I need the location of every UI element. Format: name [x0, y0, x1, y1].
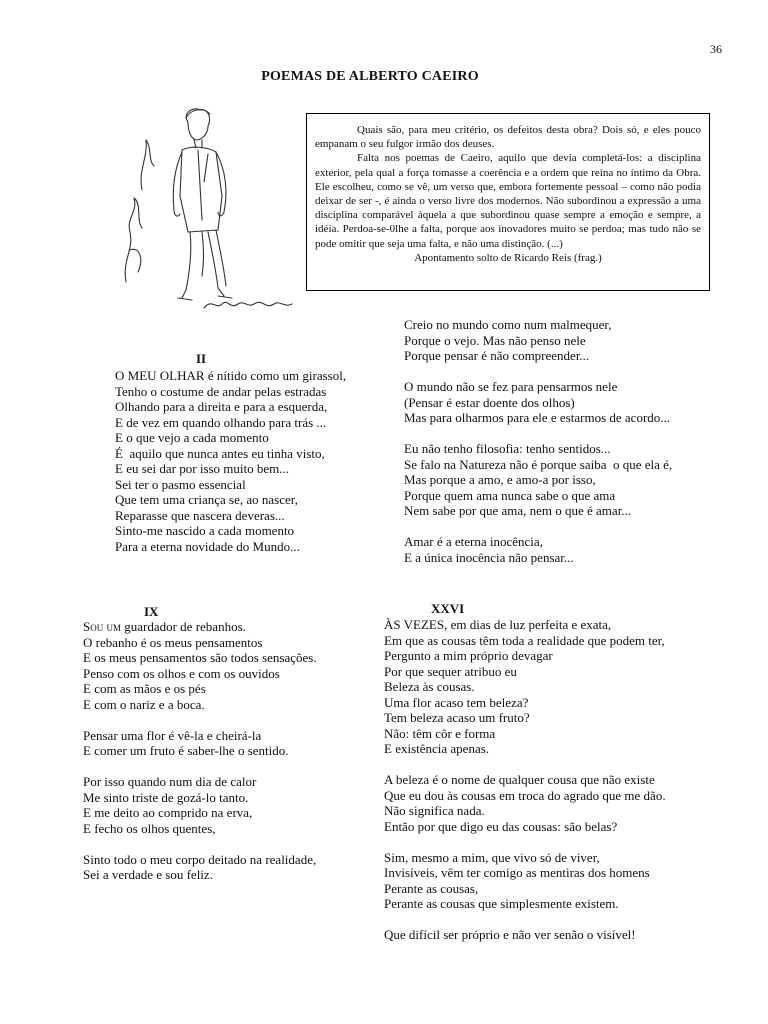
- poem-xxvi-line: E existência apenas.: [384, 741, 490, 756]
- poem-xxvi-line: Não significa nada.: [384, 803, 485, 818]
- poem-ii-lines: [115, 384, 346, 555]
- poem-xxvi-heading: XXVI: [431, 601, 465, 616]
- poem-xxvi-line: Perante as cousas que simplesmente existem.: [384, 896, 619, 911]
- stanza-break: [384, 912, 666, 928]
- poem-xxvi-line: Uma flor acaso tem beleza?: [384, 694, 529, 710]
- poem-ix-line: E com as mãos e os pés: [83, 681, 206, 696]
- poem-xxvi-line: ÀS VEZES, em dias de luz perfeita e exata,: [384, 617, 612, 632]
- poem-ii-cont-line: Mas para olharmos para ele e estarmos de acordo...: [404, 410, 671, 425]
- poem-ii-cont-stanza: [404, 441, 672, 519]
- poem-xxvi-line: Beleza às cousas.: [384, 679, 475, 694]
- poem-ii-line: E de vez em quando olhando para trás ...: [115, 414, 327, 430]
- poem-ii-continuation: [404, 317, 672, 565]
- stanza-break: [384, 834, 666, 850]
- stanza-break: [384, 757, 666, 773]
- poem-ii-line: Olhando para a direita e para a esquerda,: [115, 399, 328, 414]
- poem-xxvi-line: Pergunto a mim próprio devagar: [384, 648, 553, 663]
- stanza-break: [83, 712, 317, 728]
- stanza-break: [83, 836, 317, 852]
- poem-xxvi-line: Não: têm côr e forma: [384, 725, 496, 741]
- poem-ix-line: E com o nariz e a boca.: [83, 696, 205, 712]
- poem-ii-cont-stanza: [404, 534, 672, 565]
- poem-ix-line: Me sinto triste de gozá-lo tanto.: [83, 789, 249, 805]
- poem-ix-line: Por isso quando num dia de calor: [83, 774, 257, 789]
- quote-paragraph-2: Falta nos poemas de Caeiro, aquilo que devia completá-los: a disciplina exterior, pela qual a força tomasse a coerência e a ordem que reina no íntimo da Obra. Ele escolheu, como se vê, um verso que, embora fortemente pessoal – como não podia deixar de ser -, é ainda o verso livre dos modernos. Não subordinou a expressão a uma disciplina comparável àquela a que subordinou quase sempre a emoção e sempre, a idéia. Perdoa-se-0lhe a falta, porque aos inovadores muito se perdoa; mas tudo não se pode omitir que seja uma falta, e não uma distinção. (...): [315, 152, 701, 250]
- poem-ii-cont-stanza: [404, 379, 672, 426]
- poem-xxvi-stanza: [384, 617, 666, 757]
- poem-ii-line: Para a eterna novidade do Mundo...: [115, 538, 300, 554]
- poem-ii-line: Que tem uma criança se, ao nascer,: [115, 492, 298, 507]
- quote-source: Apontamento solto de Ricardo Reis (frag.): [414, 251, 602, 264]
- poem-xxvi-line: Que difícil ser próprio e não ver senão o visível!: [384, 927, 636, 942]
- poem-ix-line: O rebanho é os meus pensamentos: [83, 634, 263, 650]
- caeiro-sketch: [112, 100, 304, 320]
- poem-ii-cont-line: E a única inocência não pensar...: [404, 549, 574, 565]
- poem-ii-first-rest: é nítido como um girassol,: [204, 368, 347, 383]
- poem-xxvi-line: Que eu dou às cousas em troca do agrado que me dão.: [384, 787, 666, 803]
- poem-ix: [83, 619, 317, 883]
- poem-ii: [115, 368, 346, 554]
- poem-ii-first-words: O MEU OLHAR: [115, 368, 205, 383]
- poem-ii-line: Sinto-me nascido a cada momento: [115, 523, 295, 538]
- poem-xxvi-stanza: [384, 850, 666, 912]
- poem-xxvi-line: Em que as cousas têm toda a realidade que podem ter,: [384, 632, 665, 648]
- poem-ii-line: Tenho o costume de andar pelas estradas: [115, 383, 327, 399]
- poem-ii-cont-line: Creio no mundo como num malmequer,: [404, 317, 612, 332]
- poem-ii-cont-line: Se falo na Natureza não é porque saiba o que ela é,: [404, 456, 673, 472]
- poem-ix-line: Sei a verdade e sou feliz.: [83, 867, 213, 882]
- poem-xxvi-line: Invisíveis, vêm ter comigo as mentiras dos homens: [384, 865, 650, 880]
- poem-ix-line: E os meus pensamentos são todos sensações.: [83, 650, 317, 665]
- poem-ii-line: E eu sei dar por isso muito bem...: [115, 461, 290, 476]
- poem-ix-stanza: [83, 774, 317, 836]
- page-number: 36: [710, 42, 722, 56]
- poem-ii-cont-line: Nem sabe por que ama, nem o que é amar...: [404, 503, 632, 518]
- ricardo-reis-quote-box: [306, 113, 710, 291]
- poem-ii-line: E o que vejo a cada momento: [115, 430, 269, 445]
- poem-ix-line: Penso com os olhos e com os ouvidos: [83, 665, 280, 681]
- poem-xxvi: [384, 617, 666, 943]
- poem-ix-stanza: [83, 852, 317, 883]
- poem-xxvi-stanza: [384, 772, 666, 834]
- poem-ii-cont-line: Mas porque a amo, e amo-a por isso,: [404, 472, 596, 487]
- stanza-break: [404, 519, 672, 535]
- poem-ix-line: E me deito ao comprido na erva,: [83, 805, 253, 820]
- poem-ix-first-line: [83, 619, 317, 635]
- poem-xxvi-line: Sim, mesmo a mim, que vivo só de viver,: [384, 849, 600, 865]
- poem-ix-first-rest: guardador de rebanhos.: [120, 619, 246, 634]
- poem-ix-line: E fecho os olhos quentes,: [83, 820, 216, 836]
- poem-ii-line: É aquilo que nunca antes eu tinha visto,: [115, 445, 325, 461]
- poem-ix-stanza: [83, 728, 317, 759]
- stanza-break: [83, 759, 317, 775]
- poem-ii-line: Reparasse que nascera deveras...: [115, 507, 285, 523]
- poem-ix-stanza: [83, 635, 317, 713]
- poem-ii-cont-line: (Pensar é estar doente dos olhos): [404, 394, 575, 410]
- poem-ii-cont-line: Porque quem ama nunca sabe o que ama: [404, 487, 616, 503]
- poem-xxvi-stanza: [384, 927, 666, 943]
- poem-ii-cont-line: Porque o vejo. Mas não penso nele: [404, 332, 586, 348]
- quote-paragraph-1: Quais são, para meu critério, os defeitos desta obra? Dois só, e eles pouco empanam o seu fulgor irmão dos deuses.: [315, 124, 701, 151]
- poem-ii-cont-stanza: [404, 317, 672, 364]
- poem-xxvi-line: Então por que digo eu das cousas: são belas?: [384, 818, 618, 834]
- page-title: POEMAS DE ALBERTO CAEIRO: [261, 69, 479, 84]
- poem-ii-cont-line: Porque pensar é não compreender...: [404, 348, 590, 363]
- poem-xxvi-line: A beleza é o nome de qualquer cousa que não existe: [384, 772, 655, 787]
- poem-xxvi-line: Perante as cousas,: [384, 880, 479, 896]
- stanza-break: [404, 426, 672, 442]
- poem-ii-heading: II: [196, 351, 207, 366]
- poem-ii-first-line: [115, 368, 346, 384]
- poem-ii-cont-line: O mundo não se fez para pensarmos nele: [404, 379, 618, 394]
- poem-ix-line: E comer um fruto é saber-lhe o sentido.: [83, 743, 289, 758]
- stanza-break: [404, 364, 672, 380]
- poem-ii-cont-line: Eu não tenho filosofia: tenho sentidos...: [404, 441, 611, 456]
- caeiro-figure-drawing: [112, 100, 304, 320]
- poem-ix-heading: IX: [144, 604, 159, 619]
- poem-ii-cont-line: Amar é a eterna inocência,: [404, 534, 543, 549]
- poem-ix-line: Pensar uma flor é vê-la e cheirá-la: [83, 727, 262, 743]
- poem-xxvi-line: Por que sequer atribuo eu: [384, 663, 517, 679]
- poem-ii-line: Sei ter o pasmo essencial: [115, 476, 246, 492]
- poem-ix-first-words: Sou um: [83, 619, 121, 634]
- poem-ix-body: [83, 635, 317, 883]
- poem-xxvi-line: Tem beleza acaso um fruto?: [384, 710, 530, 725]
- poem-ix-line: Sinto todo o meu corpo deitado na realidade,: [83, 851, 317, 867]
